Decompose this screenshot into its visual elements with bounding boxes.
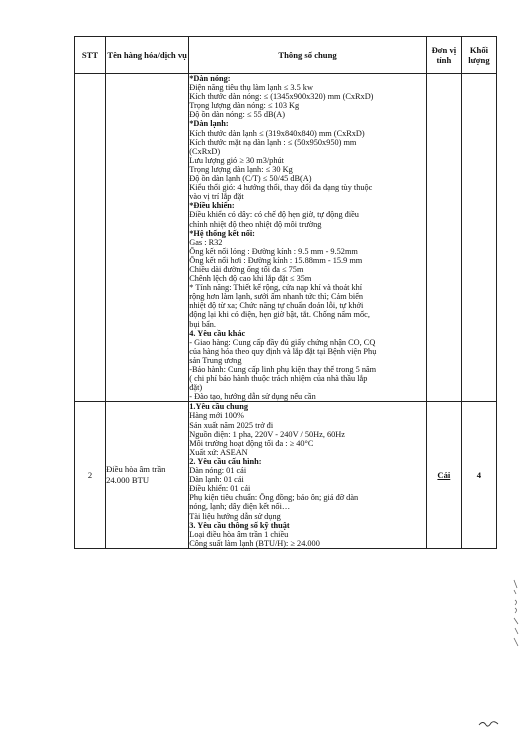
header-unit: Đơn vị tính: [426, 37, 461, 74]
spec-line: -Bảo hành: Cung cấp linh phụ kiện thay thế trong 5 năm: [189, 365, 377, 374]
spec-line: nhiệt độ từ xa; Chức năng tự chuẩn đoán lỗi, tự khởi: [189, 301, 364, 311]
row2-unit: Cái: [437, 470, 451, 481]
spec-line: Nguồn điện: 1 pha, 220V - 240V / 50Hz, 60Hz: [189, 429, 345, 439]
row1-stt-cell: [75, 74, 106, 402]
spec-line: của hàng hóa theo quy định và lắp đặt tại Bệnh viện Phụ: [189, 346, 377, 356]
spec-line: rộng hơn làm lạnh, sưởi ấm nhanh tức thì; Cảm biến: [189, 292, 364, 302]
spec-line: Độ ồn dàn nóng: ≤ 55 dB(A): [189, 110, 286, 120]
table-row: [75, 402, 497, 549]
spec-line: - Giao hàng: Cung cấp đầy đủ giấy chứng nhận CO, CQ: [189, 337, 376, 347]
spec-line: Tài liệu hướng dẫn sử dụng: [189, 511, 281, 521]
spec-line: Trọng lượng dàn nóng: ≤ 103 Kg: [189, 101, 300, 111]
row1-name-cell: [106, 74, 189, 402]
spec-line: Kích thước dàn lạnh ≤ (319x840x840) mm (CxRxD): [189, 128, 365, 138]
spec-line: *Dàn nóng:: [189, 74, 231, 83]
spec-line: Ống kết nối hơi : Đường kính : 15.88mm - 15.9 mm: [189, 255, 363, 265]
spec-line: Phụ kiện tiêu chuẩn: Ống đồng; bảo ôn; giá đỡ dàn: [189, 493, 359, 503]
spec-line: Dàn nóng: 01 cái: [189, 466, 247, 476]
row2-quantity: 4: [461, 402, 496, 549]
spec-line: Dàn lạnh: 01 cái: [189, 475, 244, 485]
spec-line: 1.Yêu cầu chung: [189, 402, 249, 412]
row1-specs-cell: [189, 74, 427, 402]
spec-line: Loại điều hòa âm trần 1 chiều: [189, 529, 289, 539]
row2-unit-cell: [426, 402, 461, 549]
spec-line: *Điều khiển:: [189, 201, 235, 211]
spec-line: nóng, lạnh; dây điện kết nối…: [189, 502, 291, 512]
spec-line: Độ ồn dàn lạnh (C/T) ≤ 50/45 dB(A): [189, 174, 312, 184]
spec-line: Gas : R32: [189, 237, 223, 247]
spec-line: Công suất làm lạnh (BTU/H): ≥ 24.000: [189, 538, 320, 548]
spec-line: 2. Yêu cầu cấu hình:: [189, 456, 262, 466]
spec-line: 3. Yêu cầu thông số kỹ thuật: [189, 520, 290, 530]
spec-line: Chênh lệch độ cao khi lắp đặt ≤ 35m: [189, 274, 312, 284]
spec-line: Xuất xứ: ASEAN: [189, 447, 248, 457]
spec-line: Chiều dài đường ống tối đa ≤ 75m: [189, 264, 304, 274]
row2-item-name: Điều hòa âm trần 24.000 BTU: [106, 402, 189, 549]
row1-unit-cell: [426, 74, 461, 402]
row1-qty-cell: [461, 74, 496, 402]
spec-line: ( chi phí bảo hành thuộc trách nhiệm của nhà thầu lắp: [189, 374, 368, 384]
spec-line: Hàng mới 100%: [189, 411, 244, 421]
spec-line: *Hệ thống kết nối:: [189, 228, 255, 238]
spec-line: * Tính năng: Thiết kế rộng, cửa nạp khí và thoát khí: [189, 283, 363, 293]
margin-stamp-mark: [510, 578, 524, 648]
spec-line: Sản xuất năm 2025 trở đi: [189, 420, 274, 430]
row2-stt: 2: [75, 402, 106, 549]
table-header-row: [75, 37, 497, 74]
spec-line: *Dàn lạnh:: [189, 119, 229, 129]
spec-line: (CxRxD): [189, 146, 221, 156]
spec-line: 4. Yêu cầu khác: [189, 328, 246, 338]
spec-line: - Đào tạo, hướng dẫn sử dụng nếu cần: [189, 392, 316, 402]
spec-line: động lại khi có điện, hẹn giờ bật, tắt. Chống nấm mốc,: [189, 310, 370, 320]
header-stt: STT: [75, 37, 106, 74]
table-row: [75, 74, 497, 402]
header-specs: Thông số chung: [189, 37, 427, 74]
header-item-name: Tên hàng hóa/dịch vụ: [106, 37, 189, 74]
spec-table: [74, 36, 497, 549]
spec-line: vào vị trí lắp đặt: [189, 192, 244, 202]
spec-line: Ống kết nối lỏng : Đường kính : 9.5 mm - 9.52mm: [189, 246, 358, 256]
signature-mark: [478, 719, 500, 729]
spec-line: Kích thước mặt nạ dàn lạnh : ≤ (50x950x950) mm: [189, 137, 357, 147]
spec-line: Điều khiển: 01 cái: [189, 484, 251, 494]
spec-line: Điều khiển có dây: có chế độ hẹn giờ, tự động điều: [189, 210, 359, 220]
spec-line: Kích thước dàn nóng: ≤ (1345x900x320) mm (CxRxD): [189, 92, 374, 102]
spec-line: Kiểu thổi gió: 4 hướng thổi, thay đổi đa dạng tùy thuộc: [189, 183, 373, 193]
spec-line: chỉnh nhiệt độ theo nhiệt độ môi trường: [189, 219, 322, 229]
spec-line: Trọng lượng dàn lạnh: ≤ 30 Kg: [189, 164, 293, 174]
spec-line: Điện năng tiêu thụ làm lạnh ≤ 3.5 kw: [189, 83, 313, 93]
spec-line: Môi trường hoạt động tối đa : ≥ 40°C: [189, 438, 314, 448]
spec-line: Lưu lượng gió ≥ 30 m3/phút: [189, 155, 284, 165]
spec-line: sản Trung ương: [189, 355, 242, 365]
spec-line: bụi bẩn.: [189, 319, 216, 329]
row2-specs-cell: [189, 402, 427, 549]
header-quantity: Khối lượng: [461, 37, 496, 74]
spec-line: đặt): [189, 383, 203, 393]
